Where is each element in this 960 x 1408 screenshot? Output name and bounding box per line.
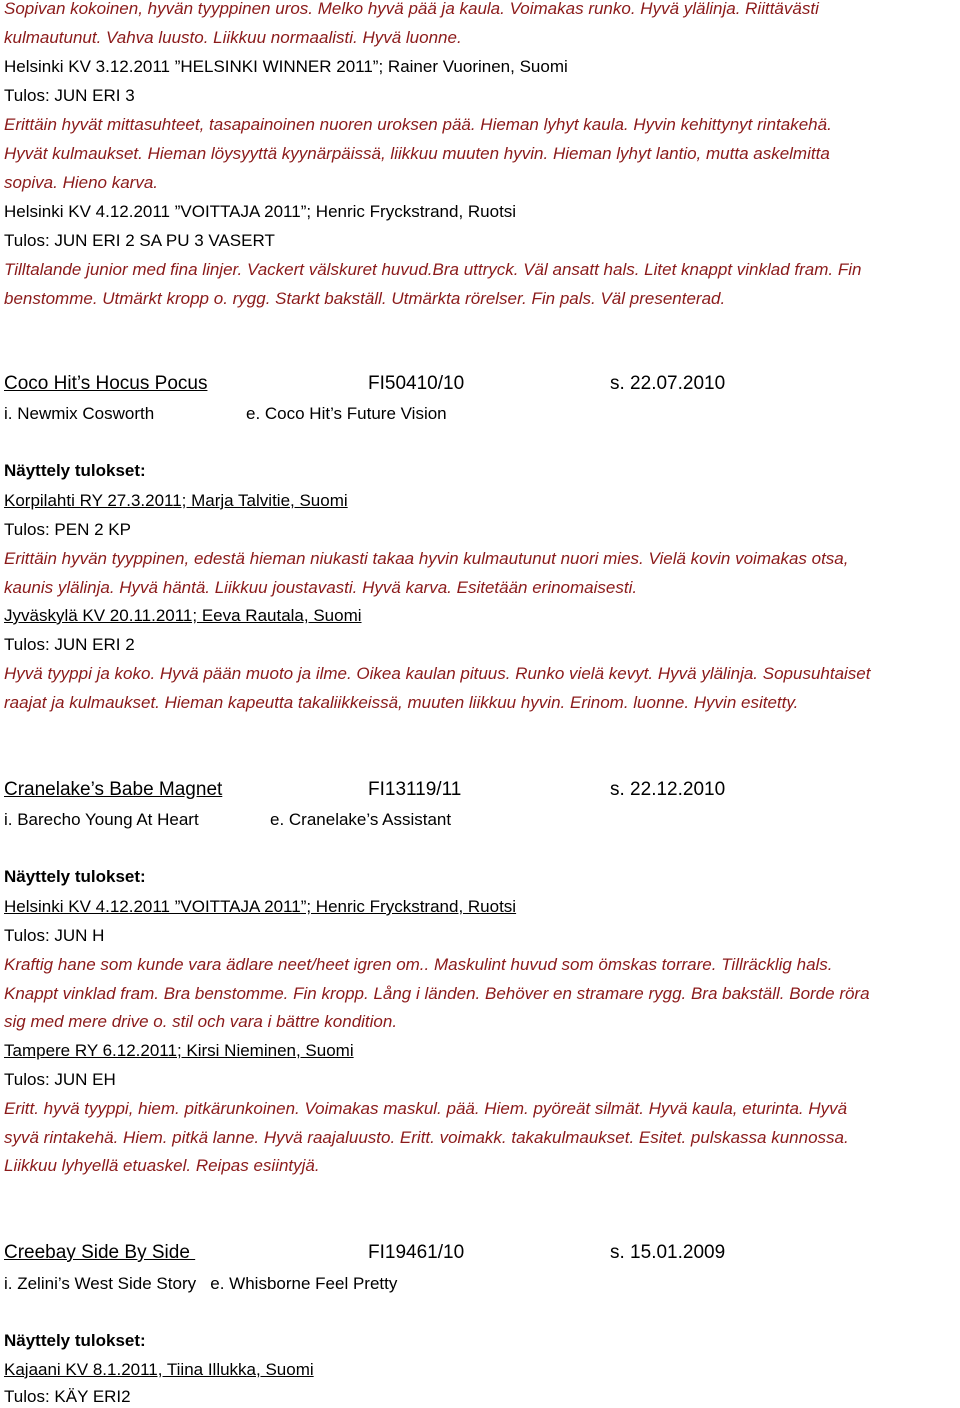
dam: e. Coco Hit’s Future Vision xyxy=(246,404,447,423)
show-info: Helsinki KV 3.12.2011 ”HELSINKI WINNER 2011”; Rainer Vuorinen, Suomi xyxy=(4,57,568,76)
birth-date: s. 15.01.2009 xyxy=(610,1242,726,1263)
dog-name: Coco Hit’s Hocus Pocus xyxy=(4,373,208,394)
show-result: Tulos: JUN EH xyxy=(4,1070,116,1089)
dam: e. Cranelake’s Assistant xyxy=(270,810,452,829)
critique-line: raajat ja kulmaukset. Hieman kapeutta takaliikkeissä, muuten liikkuu hyvin. Erinom. luonne. Hyvin esitetty. xyxy=(4,693,799,712)
birth-date: s. 22.12.2010 xyxy=(610,779,726,800)
critique-line: Knappt vinklad fram. Bra benstomme. Fin kropp. Lång i länden. Behöver en stramare rygg. Bra bakställ. Borde röra xyxy=(4,984,870,1003)
results-heading: Näyttely tulokset: xyxy=(4,867,146,886)
show-result: Tulos: JUN H xyxy=(4,926,105,945)
critique-line: Sopivan kokoinen, hyvän tyyppinen uros. Melko hyvä pää ja kaula. Voimakas runko. Hyvä ylälinja. Riittävästi xyxy=(4,0,819,18)
critique-line: Tilltalande junior med fina linjer. Vackert välskuret huvud.Bra uttryck. Väl ansatt hals. Litet knappt vinklad fram. Fin xyxy=(4,260,862,279)
registration-number: FI13119/11 xyxy=(368,779,462,800)
parents: i. Zelini’s West Side Story e. Whisborne Feel Pretty xyxy=(4,1274,398,1293)
show-info: Tampere RY 6.12.2011; Kirsi Nieminen, Suomi xyxy=(4,1041,354,1060)
critique-line: Liikkuu lyhyellä etuaskel. Reipas esiintyjä. xyxy=(4,1156,320,1175)
registration-number: FI19461/10 xyxy=(368,1242,465,1263)
results-heading: Näyttely tulokset: xyxy=(4,461,146,480)
show-result: Tulos: KÄY ERI2 xyxy=(4,1387,131,1406)
critique-line: syvä rintakehä. Hiem. pitkä lanne. Hyvä raajaluusto. Eritt. voimakk. takakulmaukset. Esitet. pulskassa kunnossa. xyxy=(4,1128,849,1147)
results-heading: Näyttely tulokset: xyxy=(4,1331,146,1350)
show-info: Jyväskylä KV 20.11.2011; Eeva Rautala, Suomi xyxy=(4,606,362,625)
dog-name: Creebay Side By Side xyxy=(4,1242,196,1263)
show-result: Tulos: JUN ERI 3 xyxy=(4,86,135,105)
critique-line: Erittäin hyvät mittasuhteet, tasapainoinen nuoren uroksen pää. Hieman lyhyt kaula. Hyvin kehittynyt rintakehä. xyxy=(4,115,832,134)
show-info: Helsinki KV 4.12.2011 ”VOITTAJA 2011”; Henric Fryckstrand, Ruotsi xyxy=(4,202,517,221)
critique-line: Kraftig hane som kunde vara ädlare neet/heet igren om.. Maskulint huvud som ömskas torrare. Tillräcklig hals. xyxy=(4,955,833,974)
critique-line: benstomme. Utmärkt kropp o. rygg. Starkt bakställ. Utmärkta rörelser. Fin pals. Väl presenterad. xyxy=(4,289,726,308)
show-result: Tulos: JUN ERI 2 SA PU 3 VASERT xyxy=(4,231,275,250)
critique-line: Erittäin hyvän tyyppinen, edestä hieman niukasti takaa hyvin kulmautunut nuori mies. Vielä kovin voimakas otsa, xyxy=(4,549,849,568)
sire: i. Newmix Cosworth xyxy=(4,404,155,423)
show-result: Tulos: JUN ERI 2 xyxy=(4,635,135,654)
critique-line: kaunis ylälinja. Hyvä häntä. Liikkuu joustavasti. Hyvä karva. Esitetään erinomaisesti. xyxy=(4,578,638,597)
critique-line: kulmautunut. Vahva luusto. Liikkuu normaalisti. Hyvä luonne. xyxy=(4,28,462,47)
registration-number: FI50410/10 xyxy=(368,373,465,394)
show-info: Helsinki KV 4.12.2011 ”VOITTAJA 2011”; Henric Fryckstrand, Ruotsi xyxy=(4,897,517,916)
birth-date: s. 22.07.2010 xyxy=(610,373,726,394)
show-info: Korpilahti RY 27.3.2011; Marja Talvitie, Suomi xyxy=(4,491,348,510)
critique-line: Hyvä tyyppi ja koko. Hyvä pään muoto ja ilme. Oikea kaulan pituus. Runko vielä kevyt. Hyvä ylälinja. Sopusuhtaiset xyxy=(4,664,871,683)
show-info: Kajaani KV 8.1.2011, Tiina Illukka, Suomi xyxy=(4,1360,314,1379)
dog-name: Cranelake’s Babe Magnet xyxy=(4,779,223,800)
critique-line: sig med mere drive o. stil och vara i bättre kondition. xyxy=(4,1012,398,1031)
critique-line: sopiva. Hieno karva. xyxy=(4,173,159,192)
sire: i. Barecho Young At Heart xyxy=(4,810,199,829)
critique-line: Hyvät kulmaukset. Hieman löysyyttä kyynärpäissä, liikkuu muuten hyvin. Hieman lyhyt lantio, mutta askelmitta xyxy=(4,144,830,163)
critique-line: Eritt. hyvä tyyppi, hiem. pitkärunkoinen. Voimakas maskul. pää. Hiem. pyöreät silmät. Hyvä kaula, eturinta. Hyvä xyxy=(4,1099,848,1118)
show-result: Tulos: PEN 2 KP xyxy=(4,520,131,539)
